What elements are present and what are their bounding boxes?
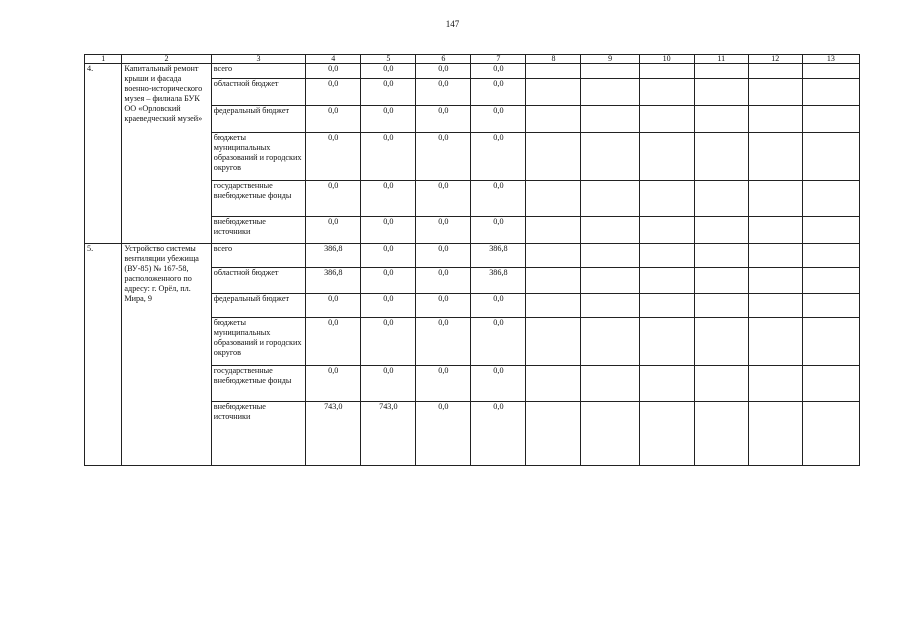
funding-source-label: бюджеты муниципальных образований и городских округов [211,133,306,181]
value-cell: 0,0 [471,294,526,318]
table-body [85,64,860,466]
funding-source-label: бюджеты муниципальных образований и городских округов [211,318,306,366]
column-header: 6 [416,55,471,64]
page-number: 147 [445,19,460,29]
value-cell [748,106,802,133]
value-cell: 0,0 [471,133,526,181]
value-cell [639,402,694,466]
value-cell [581,268,639,294]
value-cell: 0,0 [416,181,471,217]
funding-source-label: федеральный бюджет [211,294,306,318]
value-cell [639,64,694,79]
funding-source-label: федеральный бюджет [211,106,306,133]
funding-source-label: государственные внебюджетные фонды [211,181,306,217]
value-cell: 386,8 [306,268,361,294]
value-cell [748,268,802,294]
value-cell: 0,0 [361,318,416,366]
value-cell: 0,0 [306,79,361,106]
section-number: 5. [85,244,122,466]
funding-source-label: всего [211,64,306,79]
funding-source-label: государственные внебюджетные фонды [211,366,306,402]
value-cell [581,64,639,79]
column-header: 5 [361,55,416,64]
value-cell [581,217,639,244]
value-cell: 0,0 [471,64,526,79]
value-cell [802,402,859,466]
value-cell [748,217,802,244]
value-cell: 0,0 [306,318,361,366]
value-cell: 0,0 [471,366,526,402]
value-cell: 743,0 [306,402,361,466]
value-cell: 0,0 [416,366,471,402]
value-cell [748,318,802,366]
table-row [85,244,860,268]
value-cell [526,366,581,402]
value-cell [694,244,748,268]
value-cell [639,217,694,244]
value-cell: 0,0 [306,106,361,133]
value-cell [802,318,859,366]
value-cell: 743,0 [361,402,416,466]
value-cell: 386,8 [471,268,526,294]
value-cell: 0,0 [416,106,471,133]
value-cell [694,106,748,133]
value-cell [581,133,639,181]
value-cell [748,181,802,217]
value-cell [802,181,859,217]
value-cell: 0,0 [361,244,416,268]
value-cell [694,181,748,217]
value-cell [526,294,581,318]
value-cell: 0,0 [471,79,526,106]
budget-table [84,54,860,466]
value-cell: 0,0 [306,64,361,79]
column-header: 3 [211,55,306,64]
value-cell: 0,0 [361,294,416,318]
value-cell: 0,0 [361,217,416,244]
value-cell [526,318,581,366]
column-header: 10 [639,55,694,64]
column-header: 12 [748,55,802,64]
value-cell [748,366,802,402]
value-cell [526,244,581,268]
value-cell [581,79,639,106]
value-cell [802,133,859,181]
value-cell: 0,0 [361,268,416,294]
value-cell [639,318,694,366]
value-cell [802,294,859,318]
value-cell [581,294,639,318]
value-cell [526,133,581,181]
value-cell [694,217,748,244]
funding-source-label: внебюджетные источники [211,402,306,466]
value-cell [526,217,581,244]
value-cell: 0,0 [416,294,471,318]
column-header: 9 [581,55,639,64]
value-cell [748,402,802,466]
section-title: Устройство системы вентиляции убежища (ВУ-85) № 167-58, расположенного по адресу: г. Орёл, пл. Мира, 9 [122,244,211,466]
value-cell [581,106,639,133]
value-cell: 0,0 [361,366,416,402]
value-cell: 0,0 [361,79,416,106]
value-cell [748,64,802,79]
value-cell: 0,0 [306,133,361,181]
value-cell: 0,0 [306,181,361,217]
value-cell [639,79,694,106]
column-header-row [85,55,860,64]
value-cell: 0,0 [416,244,471,268]
value-cell [748,79,802,106]
section-number: 4. [85,64,122,244]
value-cell: 0,0 [361,133,416,181]
value-cell [748,133,802,181]
value-cell [694,268,748,294]
column-header: 2 [122,55,211,64]
value-cell [802,106,859,133]
value-cell [581,366,639,402]
value-cell: 0,0 [416,318,471,366]
value-cell: 0,0 [306,366,361,402]
value-cell [639,268,694,294]
value-cell [802,268,859,294]
value-cell: 0,0 [471,318,526,366]
value-cell: 0,0 [471,217,526,244]
column-header: 7 [471,55,526,64]
column-header: 11 [694,55,748,64]
funding-source-label: внебюджетные источники [211,217,306,244]
value-cell: 0,0 [361,64,416,79]
value-cell [748,244,802,268]
value-cell [694,133,748,181]
value-cell: 0,0 [416,268,471,294]
value-cell: 0,0 [416,217,471,244]
funding-source-label: всего [211,244,306,268]
value-cell: 0,0 [416,79,471,106]
value-cell [581,318,639,366]
value-cell [694,366,748,402]
value-cell [694,318,748,366]
value-cell: 0,0 [361,106,416,133]
funding-source-label: областной бюджет [211,268,306,294]
value-cell [639,244,694,268]
value-cell [526,268,581,294]
value-cell [694,79,748,106]
column-header: 1 [85,55,122,64]
value-cell [802,217,859,244]
value-cell [581,244,639,268]
value-cell: 0,0 [471,402,526,466]
value-cell [802,244,859,268]
value-cell [639,106,694,133]
value-cell [639,133,694,181]
column-header: 4 [306,55,361,64]
value-cell: 0,0 [306,294,361,318]
value-cell [639,366,694,402]
value-cell [802,79,859,106]
value-cell [526,106,581,133]
value-cell [802,64,859,79]
value-cell [694,294,748,318]
value-cell [526,79,581,106]
value-cell [639,181,694,217]
value-cell: 0,0 [416,402,471,466]
value-cell: 0,0 [416,133,471,181]
value-cell [748,294,802,318]
value-cell: 0,0 [471,106,526,133]
value-cell [694,64,748,79]
column-header: 8 [526,55,581,64]
value-cell: 0,0 [306,217,361,244]
value-cell: 386,8 [471,244,526,268]
table-row [85,64,860,79]
value-cell [526,402,581,466]
value-cell [581,181,639,217]
value-cell: 386,8 [306,244,361,268]
value-cell: 0,0 [416,64,471,79]
section-title: Капитальный ремонт крыши и фасада военно-исторического музея – филиала БУК ОО «Орловский краеведческий музей» [122,64,211,244]
value-cell [802,366,859,402]
funding-source-label: областной бюджет [211,79,306,106]
value-cell [581,402,639,466]
value-cell [694,402,748,466]
value-cell: 0,0 [361,181,416,217]
value-cell [526,64,581,79]
value-cell: 0,0 [471,181,526,217]
column-header: 13 [802,55,859,64]
value-cell [526,181,581,217]
value-cell [639,294,694,318]
